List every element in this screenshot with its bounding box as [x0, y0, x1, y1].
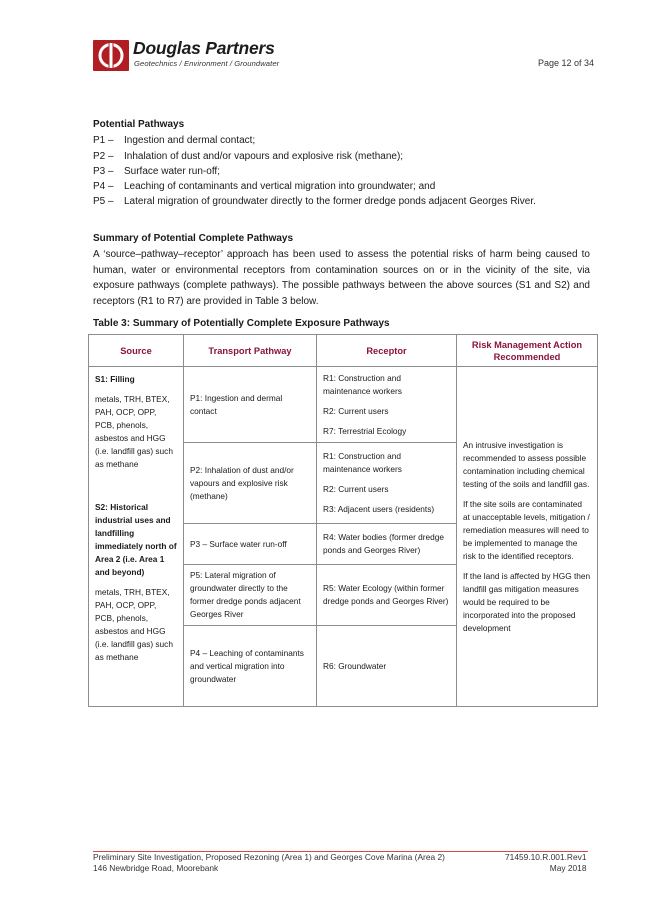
risk-action-paragraph: If the land is affected by HGG then landfill gas mitigation measures would be required to be incorporated into the proposed development	[463, 570, 591, 633]
summary-heading: Summary of Potential Complete Pathways	[93, 233, 294, 244]
pathway-text: Leaching of contaminants and vertical migration into groundwater; and	[124, 181, 436, 192]
header-source: Source	[89, 335, 184, 367]
pathway-id: P3 –	[93, 166, 114, 177]
source-s2-text: metals, TRH, BTEX, PAH, OCP, OPP, PCB, phenols, asbestos and HGG (i.e. landfill gas) such as methane	[95, 587, 173, 662]
footer-left	[93, 852, 445, 874]
summary-paragraph: A ‘source–pathway–receptor’ approach has been used to assess the potential risks of harm being caused to human, water or environmental receptors from contamination sources on or in the vicinity of the site, via exposure pathways (complete pathways). The possible pathways between the above sources (S1 and S2) and receptors (R1 to R7) are provided in Table 3 below.	[93, 249, 590, 307]
receptor-item: R4: Water bodies (former dredge ponds and Georges River)	[323, 532, 444, 555]
receptor-cell	[317, 367, 457, 443]
risk-action-cell	[457, 367, 598, 707]
transport-cell: P2: Inhalation of dust and/or vapours and explosive risk (methane)	[184, 443, 317, 524]
table-caption: Table 3: Summary of Potentially Complete Exposure Pathways	[93, 318, 390, 329]
pathway-text: Lateral migration of groundwater directly to the former dredge ponds adjacent Georges River.	[124, 196, 536, 207]
footer-report-title: Preliminary Site Investigation, Proposed Rezoning (Area 1) and Georges Cove Marina (Area 2)	[93, 852, 445, 862]
table-row	[89, 367, 598, 443]
footer-address: 146 Newbridge Road, Moorebank	[93, 863, 219, 873]
transport-cell: P1: Ingestion and dermal contact	[184, 367, 317, 443]
logo-tagline: Geotechnics / Environment / Groundwater	[134, 59, 280, 68]
risk-action-paragraph: An intrusive investigation is recommended to assess possible contamination including chemical testing of the soils and landfill gas.	[463, 439, 590, 489]
dp-logo-icon	[93, 40, 129, 71]
receptor-item: R1: Construction and maintenance workers	[323, 372, 402, 396]
receptor-item: R1: Construction and maintenance workers	[323, 451, 402, 474]
pathway-text: Inhalation of dust and/or vapours and explosive risk (methane);	[124, 151, 404, 162]
exposure-pathways-table	[88, 334, 598, 707]
source-s1-title: S1: Filling	[95, 374, 135, 384]
logo-company-name: Douglas Partners	[133, 38, 275, 58]
pathway-item	[93, 151, 403, 162]
receptor-cell	[317, 443, 457, 524]
receptor-cell	[317, 626, 457, 707]
receptor-item: R7: Terrestrial Ecology	[323, 425, 407, 436]
pathway-text: Surface water run-off;	[124, 166, 220, 177]
receptor-item: R2: Current users	[323, 405, 389, 416]
risk-action-paragraph: If the site soils are contaminated at unacceptable levels, mitigation / remediation measures will need to be implemented to manage the risk to the identified receptors.	[463, 498, 590, 561]
pathway-text: Ingestion and dermal contact;	[124, 135, 256, 146]
receptor-cell	[317, 565, 457, 626]
page-number: Page 12 of 34	[538, 58, 595, 68]
header-transport-pathway: Transport Pathway	[184, 335, 317, 367]
footer-date: May 2018	[549, 863, 587, 873]
table-header-row	[89, 335, 598, 367]
pathway-id: P5 –	[93, 196, 114, 207]
receptor-item: R3: Adjacent users (residents)	[323, 504, 435, 514]
header-receptor: Receptor	[317, 335, 457, 367]
pathway-item	[93, 181, 435, 192]
receptor-item: R2: Current users	[323, 484, 389, 494]
source-cell	[89, 367, 184, 707]
source-s2-title: S2: Historical industrial uses and landfilling immediately north of Area 2 (i.e. Area 1 and beyond)	[95, 502, 177, 577]
receptor-item: R6: Groundwater	[323, 660, 387, 671]
source-s1-text: metals, TRH, BTEX, PAH, OCP, OPP, PCB, phenols, asbestos and HGG (i.e. landfill gas) such as methane	[95, 394, 173, 469]
pathway-id: P2 –	[93, 151, 114, 162]
transport-cell: P3 – Surface water run-off	[184, 524, 317, 565]
transport-cell: P5: Lateral migration of groundwater directly to the former dredge ponds adjacent Georges River	[184, 565, 317, 626]
footer-right	[505, 852, 587, 874]
pathway-item	[93, 196, 536, 207]
receptor-item: R5: Water Ecology (within former dredge ponds and Georges River)	[323, 583, 449, 606]
transport-cell: P4 – Leaching of contaminants and vertical migration into groundwater	[184, 626, 317, 707]
pathway-id: P1 –	[93, 135, 114, 146]
pathway-item	[93, 135, 255, 146]
pathways-heading: Potential Pathways	[93, 119, 185, 130]
receptor-cell	[317, 524, 457, 565]
header-risk-action: Risk Management Action Recommended	[457, 335, 598, 367]
pathway-item	[93, 166, 220, 177]
footer-report-number: 71459.10.R.001.Rev1	[505, 852, 587, 862]
pathway-id: P4 –	[93, 181, 114, 192]
